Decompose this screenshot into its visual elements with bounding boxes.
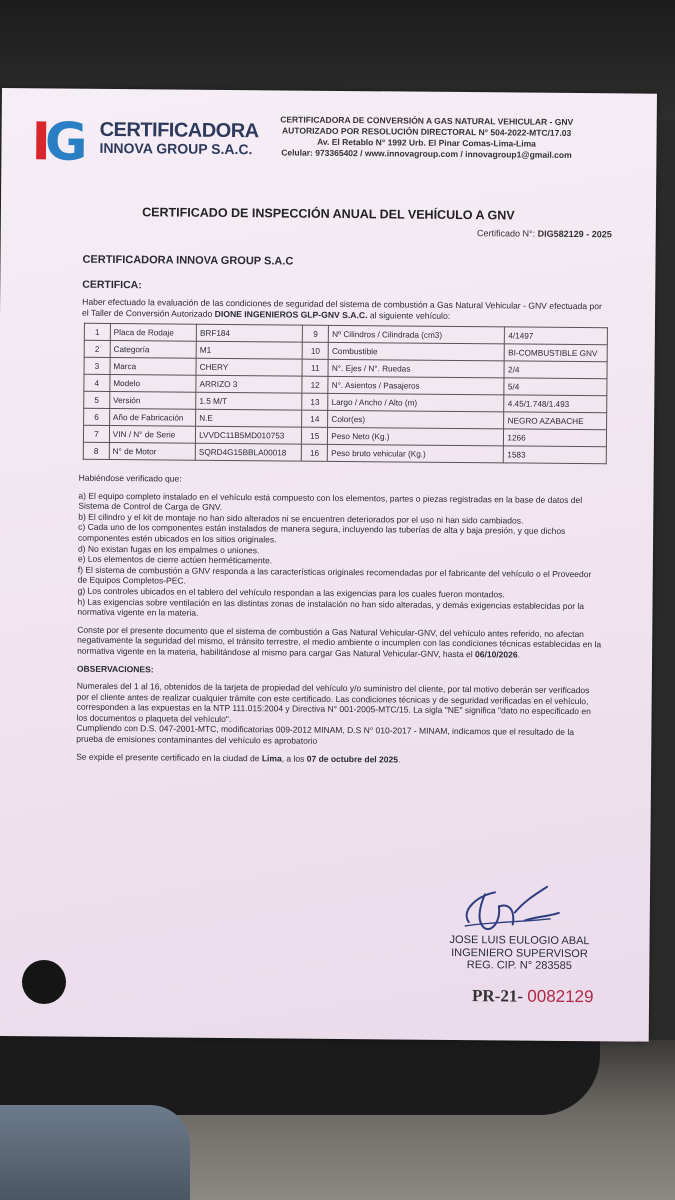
signature-block [435,882,605,973]
row-number: 16 [301,444,327,461]
row-number: 14 [302,410,328,427]
certificate-number-label: Certificado N°: [477,228,536,239]
company-logo [31,112,259,174]
header-line3: Av. El Retablo N° 1992 Urb. El Pinar Comas-Lima-Lima [317,136,536,149]
expide-mid: , a los [281,753,305,764]
background-chair-edge [0,1030,600,1115]
cumpliendo-text: Cumpliendo con D.S. 047-2001-MTC, modificatorias 009-2012 MINAM, D.S N° 010-2017 - MINAM, indicamos que el resultado de la prueba de emisiones contaminantes del vehículo es aprobatorio [76,723,575,746]
certifica-heading: CERTIFICA: [82,278,142,292]
field-value: BI-COMBUSTIBLE GNV [505,344,608,362]
field-label: Año de Fabricación [109,408,195,426]
intro-end: al siguiente vehículo: [369,309,451,321]
expide-city: Lima [261,752,282,764]
logo-company-name [99,118,259,158]
field-value: CHERY [196,358,302,376]
control-number-value: 0082129 [527,986,594,1007]
field-value: LVVDC11B5MD010753 [196,426,302,444]
field-value: SQRD4G15BBLA00018 [195,443,301,461]
observaciones-text: Numerales del 1 al 16, obtenidos de la tarjeta de propiedad del vehículo y/o suministro del cliente, por tal motivo deberán ser verificados por el cliente antes de realizar cualquier trámite con este certificado. Las condiciones técnicas y de seguridad verificadas en el vehículo, corresponden a las expuestas en la NTP 111.015:2004 y Directiva N° 001-2005-MTC/15. La sigla "NE" significa "dato no especificado en los documentos o plaqueta del vehículo". [76,680,591,724]
row-number: 12 [302,376,328,393]
control-number-prefix: PR-21- [472,986,524,1006]
item-f: f) El sistema de combustión a GNV responda a las características originales recomendadas por el fabricante del vehículo o el Proveedor de Equipos Completos-PEC. [77,564,592,586]
conste-date: 06/10/2026 [475,649,518,660]
item-d: d) No existan fugas en los empalmes o uniones. [77,543,260,555]
signature-stamp [434,934,604,973]
field-value: M1 [196,341,302,359]
row-number: 10 [302,342,328,359]
field-label: N°. Asientos / Pasajeros [328,376,504,395]
field-label: Nº Cilindros / Cilindrada (cm3) [329,325,505,344]
ig-logo-mark: IG [31,112,82,173]
row-number: 13 [302,393,328,410]
header-line4: Celular: 973365402 / www.innovagroup.com / innovagroup1@gmail.com [281,147,572,160]
certificate-number-value: DIG582129 - 2025 [537,228,612,240]
signer-name: JOSE LUIS EULOGIO ABAL [449,933,590,948]
item-c: c) Cada uno de los componentes están instalados de manera segura, incluyendo las tuberías de alta y baja presión, y que dichos componentes estén ubicados en los sitios originales. [78,522,566,545]
field-label: Placa de Rodaje [110,323,196,341]
item-h: h) Las exigencias sobre ventilación en las distintas zonas de instalación no han sido alteradas, y demás exigencias establecidas por la normativa vigente en la materia. [77,596,585,618]
vehicle-table-row [83,442,606,464]
certificate-paper [0,88,657,1042]
field-label: Peso Neto (Kg.) [328,427,504,446]
field-label: Largo / Ancho / Alto (m) [328,393,504,412]
document-title: CERTIFICADO DE INSPECCIÓN ANUAL DEL VEHÍCULO A GNV [142,205,515,223]
field-label: Categoría [110,340,196,358]
field-label: Combustible [328,342,504,361]
row-number: 1 [84,323,110,340]
row-number: 2 [84,340,110,357]
item-a: a) El equipo completo instalado en el vehículo está compuesto con los elementos, partes o piezas registradas en la base de datos del Sistema de Control de Carga de GNV. [78,490,583,513]
field-label: VIN / N° de Serie [109,425,195,443]
field-value: 4/1497 [505,327,608,345]
field-label: Peso bruto vehicular (Kg.) [328,444,504,463]
row-number: 8 [83,442,109,459]
handwritten-signature [455,882,575,939]
conste-paragraph: Conste por el presente documento que el sistema de combustión a Gas Natural Vehicular-GNV, del vehículo antes referido, no afectan negativamente la seguridad del mismo, el tránsito terrestre, el medio ambiente o incumplen con las condiciones técnicas establecidas en la normativa vigente en la materia, habilitándose al mismo para cargar Gas Natural Vehicular-GNV, hasta el 06/10/2026. [77,624,602,660]
certificate-body [76,473,604,767]
certificate-number [477,228,612,239]
field-value: 1.5 M/T [196,392,302,410]
company-name: CERTIFICADORA INNOVA GROUP S.A.C [82,253,294,268]
field-value: ARRIZO 3 [196,375,302,393]
row-number: 11 [302,359,328,376]
signer-role: INGENIERO SUPERVISOR [451,946,588,960]
field-value: 4.45/1.748/1.493 [504,395,607,413]
field-label: N°. Ejes / N°. Ruedas [328,359,504,378]
background-shoe [0,1105,190,1200]
field-label: Marca [110,357,196,375]
intro-paragraph [82,297,602,323]
field-label: Modelo [110,374,196,392]
field-label: Color(es) [328,410,504,429]
row-number: 4 [84,374,110,391]
row-number: 15 [302,427,328,444]
expide-paragraph: Se expide el presente certificado en la ciudad de Lima, a los 07 de octubre del 2025. [76,751,401,765]
intro-workshop-name: DIONE INGENIEROS GLP-GNV S.A.C. [214,308,368,320]
item-g: g) Los controles ubicados en el tablero del vehículo respondan a las exigencias para los cuales fueron montados. [77,585,505,600]
company-header [261,114,591,161]
conste-text: Conste por el presente documento que el sistema de combustión a Gas Natural Vehicular-GNV, del vehículo antes referido, no afectan negativamente la seguridad del mismo, el tránsito terrestre, el medio ambiente o incumplen con las condiciones técnicas establecidas en la normativa vigente en la materia, habilitándose al mismo para cargar Gas Natural Vehicular-GNV, hasta el [77,624,602,660]
header-line2: AUTORIZADO POR RESOLUCIÓN DIRECTORAL N° 504-2022-MTC/17.03 [282,125,572,138]
field-label: Versión [110,391,196,409]
field-value: N.E [196,409,302,427]
row-number: 6 [84,408,110,425]
item-e: e) Los elementos de cierre actúen herméticamente. [77,553,273,566]
expide-pre: Se expide el presente certificado en la ciudad de [76,751,260,763]
logo-name-line1: CERTIFICADORA [99,118,259,143]
background-dark-spot [22,960,66,1004]
expide-date: 07 de octubre del 2025 [306,753,399,765]
row-number: 3 [84,357,110,374]
header-line1: CERTIFICADORA DE CONVERSIÓN A GAS NATURAL VEHICULAR - GNV [280,114,574,127]
intro-text: Haber efectuado la evaluación de las condiciones de seguridad del sistema de combustión a Gas Natural Vehicular - GNV efectuada por el Taller de Conversión Autorizado [82,296,602,319]
vehicle-data-table [83,323,608,465]
logo-name-line2: INNOVA GROUP S.A.C. [99,139,253,158]
field-value: BRF184 [196,324,302,342]
field-value: 1583 [504,446,607,464]
field-value: NEGRO AZABACHE [504,412,607,430]
observaciones-heading: OBSERVACIONES: [76,663,154,674]
field-value: 2/4 [504,361,607,379]
row-number: 7 [83,425,109,442]
field-value: 5/4 [504,378,607,396]
item-b: b) El cilindro y el kit de montaje no han sido alterados ni se encuentren deteriorados por el uso ni han sido cambiados. [78,511,524,526]
row-number: 9 [302,325,328,342]
control-number [472,986,594,1007]
verified-heading: Habiéndose verificado que: [78,472,182,484]
row-number: 5 [84,391,110,408]
signer-registration: REG. CIP. N° 283585 [466,959,572,973]
field-label: N° de Motor [109,442,195,460]
field-value: 1266 [504,429,607,447]
